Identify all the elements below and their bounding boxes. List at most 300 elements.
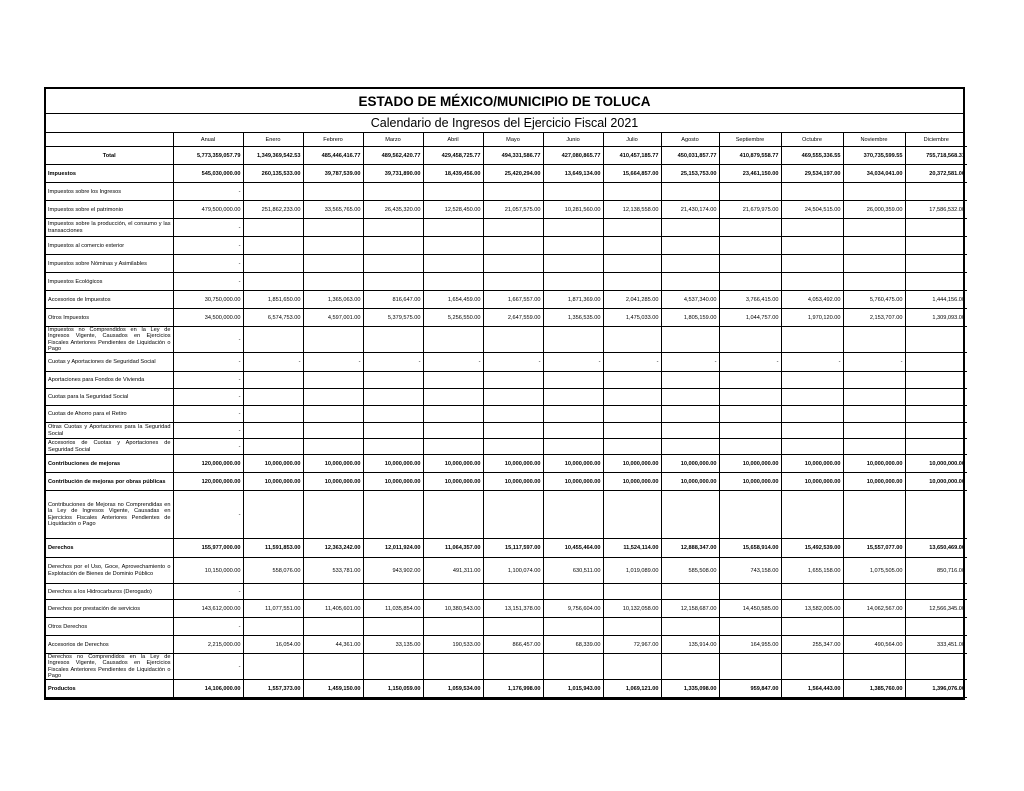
table-row (46, 558, 967, 584)
cell-agosto (661, 618, 719, 636)
cell-marzo: - (363, 353, 423, 372)
cell-agosto: 4,537,340.00 (661, 291, 719, 309)
cell-junio: 427,080,865.77 (543, 147, 603, 165)
cell-anual: 10,150,000.00 (173, 558, 243, 584)
cell-diciembre: 850,716.00 (905, 558, 967, 584)
cell-diciembre (905, 183, 967, 201)
cell-agosto (661, 372, 719, 389)
cell-anual: - (173, 423, 243, 439)
cell-enero: 1,349,369,542.53 (243, 147, 303, 165)
cell-mayo (483, 372, 543, 389)
header-abril: Abril (423, 133, 483, 147)
table-row (46, 600, 967, 618)
cell-anual: - (173, 654, 243, 680)
cell-junio (543, 273, 603, 291)
cell-julio (603, 584, 661, 600)
cell-enero (243, 273, 303, 291)
header-noviembre: Noviembre (843, 133, 905, 147)
table-row (46, 327, 967, 353)
cell-noviembre: 1,075,505.00 (843, 558, 905, 584)
table-row (46, 439, 967, 455)
cell-febrero (303, 439, 363, 455)
table-row (46, 147, 967, 165)
cell-abril (423, 327, 483, 353)
header-concept (46, 133, 173, 147)
table-row (46, 291, 967, 309)
table-row (46, 237, 967, 255)
cell-octubre: 15,492,539.00 (781, 539, 843, 558)
row-label: Contribución de mejoras por obras públicas (46, 473, 173, 491)
cell-mayo: 13,151,378.00 (483, 600, 543, 618)
cell-septiembre (719, 327, 781, 353)
cell-enero: - (243, 353, 303, 372)
cell-febrero (303, 183, 363, 201)
cell-noviembre (843, 491, 905, 539)
row-label: Impuestos sobre la producción, el consumo y las transacciones (46, 219, 173, 237)
cell-febrero: 1,365,063.00 (303, 291, 363, 309)
cell-junio (543, 584, 603, 600)
cell-octubre (781, 654, 843, 680)
cell-julio: 410,457,185.77 (603, 147, 661, 165)
cell-marzo: 11,035,854.00 (363, 600, 423, 618)
cell-noviembre: 1,385,760.00 (843, 680, 905, 698)
cell-febrero (303, 327, 363, 353)
cell-septiembre: 164,955.00 (719, 636, 781, 654)
cell-marzo (363, 389, 423, 406)
cell-febrero (303, 584, 363, 600)
cell-enero (243, 584, 303, 600)
cell-mayo (483, 618, 543, 636)
cell-marzo: 5,379,575.00 (363, 309, 423, 327)
cell-abril: 1,059,534.00 (423, 680, 483, 698)
cell-noviembre (843, 255, 905, 273)
cell-julio (603, 491, 661, 539)
cell-febrero: - (303, 353, 363, 372)
cell-octubre (781, 491, 843, 539)
cell-julio (603, 439, 661, 455)
cell-marzo: 816,647.00 (363, 291, 423, 309)
cell-diciembre (905, 273, 967, 291)
row-label: Impuestos no Comprendidos en la Ley de Ingresos Vigente, Causados en Ejercicios Fiscales Anteriores Pendientes de Liquidación o Pago (46, 327, 173, 353)
cell-diciembre (905, 618, 967, 636)
cell-septiembre (719, 423, 781, 439)
cell-noviembre (843, 183, 905, 201)
cell-octubre (781, 439, 843, 455)
cell-marzo: 33,135.00 (363, 636, 423, 654)
cell-abril (423, 439, 483, 455)
row-label: Cuotas de Ahorro para el Retiro (46, 406, 173, 423)
cell-agosto (661, 439, 719, 455)
cell-septiembre: 959,847.00 (719, 680, 781, 698)
row-label: Derechos por prestación de servicios (46, 600, 173, 618)
cell-agosto (661, 389, 719, 406)
cell-febrero (303, 273, 363, 291)
table-row (46, 219, 967, 237)
revenue-table (46, 133, 967, 698)
cell-anual: - (173, 183, 243, 201)
cell-febrero (303, 372, 363, 389)
cell-noviembre: 34,034,041.00 (843, 165, 905, 183)
cell-octubre: 29,534,197.00 (781, 165, 843, 183)
cell-diciembre: 1,309,093.00 (905, 309, 967, 327)
cell-febrero (303, 406, 363, 423)
cell-julio: 1,019,089.00 (603, 558, 661, 584)
cell-julio: 15,664,857.00 (603, 165, 661, 183)
cell-noviembre (843, 237, 905, 255)
cell-enero: 1,557,373.00 (243, 680, 303, 698)
cell-septiembre (719, 183, 781, 201)
cell-octubre: 1,564,443.00 (781, 680, 843, 698)
cell-junio: 9,756,604.00 (543, 600, 603, 618)
cell-junio: - (543, 353, 603, 372)
cell-abril (423, 389, 483, 406)
cell-marzo (363, 183, 423, 201)
cell-diciembre (905, 654, 967, 680)
cell-noviembre (843, 372, 905, 389)
cell-anual: 545,030,000.00 (173, 165, 243, 183)
cell-mayo (483, 273, 543, 291)
cell-julio (603, 618, 661, 636)
cell-enero (243, 327, 303, 353)
cell-julio: 2,041,285.00 (603, 291, 661, 309)
cell-abril: 10,000,000.00 (423, 473, 483, 491)
cell-enero (243, 389, 303, 406)
row-label: Accesorios de Impuestos (46, 291, 173, 309)
cell-marzo: 10,000,000.00 (363, 455, 423, 473)
cell-agosto: 135,914.00 (661, 636, 719, 654)
header-febrero: Febrero (303, 133, 363, 147)
row-label: Cuotas y Aportaciones de Seguridad Social (46, 353, 173, 372)
table-row (46, 636, 967, 654)
header-enero: Enero (243, 133, 303, 147)
cell-marzo: 10,000,000.00 (363, 473, 423, 491)
cell-octubre: 4,053,492.00 (781, 291, 843, 309)
cell-anual: 155,977,000.00 (173, 539, 243, 558)
cell-junio: 10,281,560.00 (543, 201, 603, 219)
cell-febrero: 33,565,765.00 (303, 201, 363, 219)
cell-anual: 5,773,359,057.79 (173, 147, 243, 165)
cell-marzo (363, 584, 423, 600)
cell-marzo (363, 654, 423, 680)
cell-junio (543, 255, 603, 273)
cell-anual: 14,106,000.00 (173, 680, 243, 698)
cell-mayo (483, 423, 543, 439)
row-label: Derechos (46, 539, 173, 558)
cell-mayo: 494,331,586.77 (483, 147, 543, 165)
cell-julio: - (603, 353, 661, 372)
cell-octubre: 469,555,336.55 (781, 147, 843, 165)
cell-abril (423, 618, 483, 636)
cell-septiembre (719, 491, 781, 539)
cell-noviembre: 490,564.00 (843, 636, 905, 654)
cell-agosto: 12,158,687.00 (661, 600, 719, 618)
row-label: Impuestos sobre el patrimonio (46, 201, 173, 219)
cell-diciembre (905, 372, 967, 389)
cell-junio (543, 237, 603, 255)
cell-diciembre: 755,718,568.31 (905, 147, 967, 165)
cell-julio (603, 219, 661, 237)
cell-febrero: 12,363,242.00 (303, 539, 363, 558)
row-label: Derechos por el Uso, Goce, Aprovechamiento o Explotación de Bienes de Dominio Público (46, 558, 173, 584)
cell-mayo: 25,420,294.00 (483, 165, 543, 183)
cell-octubre (781, 406, 843, 423)
cell-noviembre: - (843, 353, 905, 372)
cell-agosto: 450,031,857.77 (661, 147, 719, 165)
header-marzo: Marzo (363, 133, 423, 147)
cell-marzo (363, 327, 423, 353)
cell-diciembre: 10,000,000.00 (905, 455, 967, 473)
cell-octubre: - (781, 353, 843, 372)
cell-julio (603, 654, 661, 680)
cell-mayo: 15,117,597.00 (483, 539, 543, 558)
cell-septiembre: 21,679,975.00 (719, 201, 781, 219)
cell-octubre (781, 219, 843, 237)
cell-octubre: 255,347.00 (781, 636, 843, 654)
cell-enero: 16,054.00 (243, 636, 303, 654)
cell-agosto (661, 327, 719, 353)
cell-diciembre: 12,566,345.00 (905, 600, 967, 618)
cell-anual: - (173, 353, 243, 372)
cell-octubre (781, 372, 843, 389)
cell-noviembre: 10,000,000.00 (843, 473, 905, 491)
cell-abril (423, 423, 483, 439)
cell-junio: 630,511.00 (543, 558, 603, 584)
cell-octubre (781, 327, 843, 353)
cell-julio (603, 273, 661, 291)
cell-agosto: 25,153,753.00 (661, 165, 719, 183)
cell-febrero: 485,446,416.77 (303, 147, 363, 165)
cell-diciembre (905, 237, 967, 255)
cell-julio: 1,069,121.00 (603, 680, 661, 698)
cell-mayo (483, 491, 543, 539)
cell-febrero (303, 491, 363, 539)
cell-noviembre (843, 618, 905, 636)
row-label: Impuestos al comercio exterior (46, 237, 173, 255)
cell-mayo (483, 255, 543, 273)
cell-enero: 10,000,000.00 (243, 473, 303, 491)
cell-septiembre: 410,879,558.77 (719, 147, 781, 165)
cell-enero (243, 183, 303, 201)
cell-octubre (781, 255, 843, 273)
cell-agosto: - (661, 353, 719, 372)
cell-enero: 558,076.00 (243, 558, 303, 584)
cell-diciembre (905, 439, 967, 455)
cell-marzo (363, 406, 423, 423)
cell-julio: 10,000,000.00 (603, 473, 661, 491)
cell-septiembre: - (719, 353, 781, 372)
cell-noviembre: 15,557,077.00 (843, 539, 905, 558)
cell-abril: 10,000,000.00 (423, 455, 483, 473)
cell-enero: 1,851,650.00 (243, 291, 303, 309)
cell-junio: 10,000,000.00 (543, 473, 603, 491)
table-row (46, 255, 967, 273)
cell-febrero: 533,781.00 (303, 558, 363, 584)
cell-octubre: 13,582,005.00 (781, 600, 843, 618)
cell-febrero: 39,787,539.00 (303, 165, 363, 183)
cell-abril: 18,439,456.00 (423, 165, 483, 183)
cell-mayo: 1,100,074.00 (483, 558, 543, 584)
cell-anual: - (173, 439, 243, 455)
cell-febrero: 10,000,000.00 (303, 473, 363, 491)
cell-mayo (483, 219, 543, 237)
cell-junio: 10,455,464.00 (543, 539, 603, 558)
cell-julio: 72,967.00 (603, 636, 661, 654)
cell-noviembre: 10,000,000.00 (843, 455, 905, 473)
cell-junio (543, 491, 603, 539)
cell-marzo: 26,435,320.00 (363, 201, 423, 219)
cell-marzo: 1,150,059.00 (363, 680, 423, 698)
cell-marzo: 39,731,890.00 (363, 165, 423, 183)
table-row (46, 423, 967, 439)
cell-mayo (483, 183, 543, 201)
cell-marzo: 12,011,924.00 (363, 539, 423, 558)
cell-abril (423, 219, 483, 237)
header-junio: Junio (543, 133, 603, 147)
cell-septiembre: 23,461,150.00 (719, 165, 781, 183)
cell-junio (543, 372, 603, 389)
cell-enero: 11,077,551.00 (243, 600, 303, 618)
cell-julio (603, 423, 661, 439)
cell-septiembre (719, 372, 781, 389)
cell-abril (423, 584, 483, 600)
cell-febrero: 44,361.00 (303, 636, 363, 654)
cell-enero: 251,862,233.00 (243, 201, 303, 219)
cell-abril: 12,528,450.00 (423, 201, 483, 219)
revenue-calendar-sheet (44, 87, 965, 700)
cell-enero (243, 406, 303, 423)
cell-anual: 479,500,000.00 (173, 201, 243, 219)
cell-diciembre: 333,451.00 (905, 636, 967, 654)
cell-julio (603, 183, 661, 201)
row-label: Accesorios de Cuotas y Aportaciones de Seguridad Social (46, 439, 173, 455)
cell-mayo: 10,000,000.00 (483, 455, 543, 473)
cell-julio (603, 327, 661, 353)
cell-abril: 1,654,459.00 (423, 291, 483, 309)
cell-enero (243, 255, 303, 273)
cell-julio: 10,132,058.00 (603, 600, 661, 618)
cell-octubre (781, 273, 843, 291)
table-row (46, 309, 967, 327)
cell-octubre (781, 584, 843, 600)
cell-anual: 34,500,000.00 (173, 309, 243, 327)
cell-junio: 68,339.00 (543, 636, 603, 654)
cell-junio: 1,015,943.00 (543, 680, 603, 698)
cell-agosto: 21,430,174.00 (661, 201, 719, 219)
cell-noviembre: 26,000,359.00 (843, 201, 905, 219)
cell-septiembre (719, 219, 781, 237)
cell-septiembre (719, 255, 781, 273)
cell-agosto (661, 183, 719, 201)
cell-enero (243, 654, 303, 680)
row-label: Otras Cuotas y Aportaciones para la Seguridad Social (46, 423, 173, 439)
cell-diciembre (905, 406, 967, 423)
cell-mayo: 10,000,000.00 (483, 473, 543, 491)
cell-agosto (661, 273, 719, 291)
cell-agosto: 1,335,098.00 (661, 680, 719, 698)
cell-marzo (363, 439, 423, 455)
cell-anual: - (173, 273, 243, 291)
cell-octubre: 10,000,000.00 (781, 473, 843, 491)
cell-abril: 491,311.00 (423, 558, 483, 584)
table-row (46, 618, 967, 636)
cell-diciembre (905, 491, 967, 539)
row-label: Derechos a los Hidrocarburos (Derogado) (46, 584, 173, 600)
cell-septiembre (719, 237, 781, 255)
cell-diciembre: 13,650,469.00 (905, 539, 967, 558)
cell-anual: - (173, 327, 243, 353)
cell-abril: - (423, 353, 483, 372)
row-label: Impuestos Ecológicos (46, 273, 173, 291)
cell-febrero (303, 423, 363, 439)
cell-mayo (483, 584, 543, 600)
cell-septiembre (719, 439, 781, 455)
table-row (46, 372, 967, 389)
row-label: Aportaciones para Fondos de Vivienda (46, 372, 173, 389)
table-row (46, 183, 967, 201)
cell-diciembre: 1,396,076.00 (905, 680, 967, 698)
table-row (46, 491, 967, 539)
row-label: Contribuciones de mejoras (46, 455, 173, 473)
cell-febrero (303, 237, 363, 255)
cell-junio (543, 389, 603, 406)
cell-mayo: 1,667,557.00 (483, 291, 543, 309)
table-row (46, 165, 967, 183)
cell-abril: 5,256,550.00 (423, 309, 483, 327)
header-diciembre: Diciembre (905, 133, 967, 147)
cell-febrero: 11,405,601.00 (303, 600, 363, 618)
cell-anual: - (173, 255, 243, 273)
cell-noviembre (843, 584, 905, 600)
cell-mayo (483, 389, 543, 406)
cell-junio (543, 654, 603, 680)
cell-agosto (661, 406, 719, 423)
cell-junio (543, 423, 603, 439)
cell-diciembre: - (905, 353, 967, 372)
table-row (46, 389, 967, 406)
document-subtitle: Calendario de Ingresos del Ejercicio Fiscal 2021 (46, 114, 963, 133)
cell-abril (423, 237, 483, 255)
cell-marzo (363, 237, 423, 255)
cell-julio (603, 406, 661, 423)
cell-anual: - (173, 219, 243, 237)
cell-enero: 10,000,000.00 (243, 455, 303, 473)
cell-diciembre (905, 255, 967, 273)
cell-abril (423, 372, 483, 389)
cell-julio: 12,138,558.00 (603, 201, 661, 219)
cell-octubre (781, 389, 843, 406)
cell-anual: - (173, 584, 243, 600)
cell-mayo (483, 327, 543, 353)
table-row (46, 584, 967, 600)
cell-septiembre: 1,044,757.00 (719, 309, 781, 327)
cell-anual: 30,750,000.00 (173, 291, 243, 309)
cell-anual: 143,612,000.00 (173, 600, 243, 618)
cell-septiembre (719, 654, 781, 680)
cell-junio (543, 406, 603, 423)
cell-noviembre (843, 219, 905, 237)
cell-noviembre: 5,760,475.00 (843, 291, 905, 309)
cell-marzo (363, 423, 423, 439)
cell-febrero (303, 389, 363, 406)
cell-abril (423, 654, 483, 680)
cell-mayo: - (483, 353, 543, 372)
cell-abril: 429,458,725.77 (423, 147, 483, 165)
cell-febrero: 10,000,000.00 (303, 455, 363, 473)
cell-abril (423, 255, 483, 273)
cell-junio (543, 439, 603, 455)
cell-diciembre: 20,372,581.00 (905, 165, 967, 183)
cell-anual: - (173, 406, 243, 423)
